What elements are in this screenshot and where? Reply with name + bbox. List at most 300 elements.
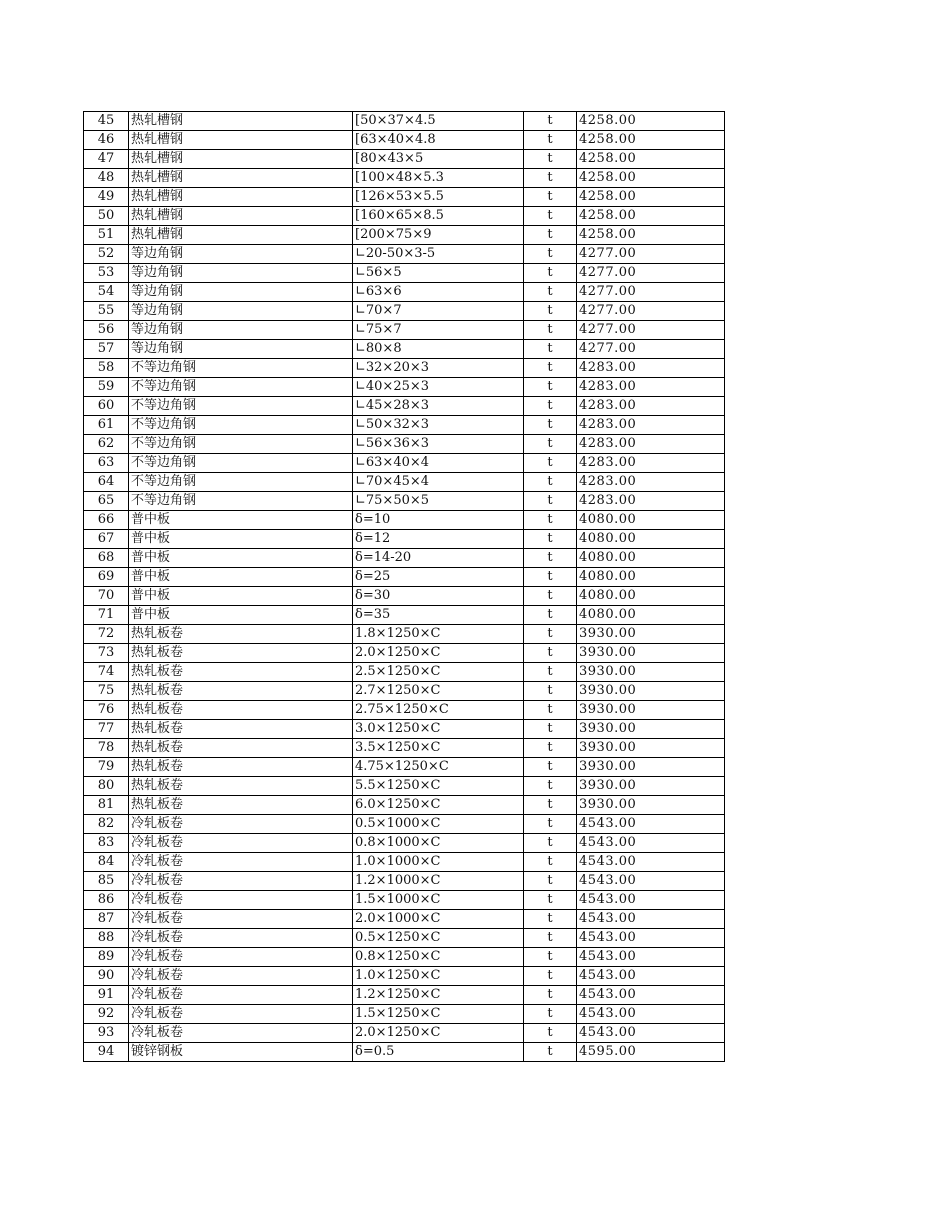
- table-row: [84, 150, 725, 169]
- row-number-cell[interactable]: 73: [84, 644, 129, 663]
- spec-cell[interactable]: 1.5×1250×C: [353, 1005, 524, 1024]
- price-cell[interactable]: 4258.00: [577, 169, 725, 188]
- material-name-cell[interactable]: 不等边角钢: [129, 359, 353, 378]
- material-name-cell[interactable]: 等边角钢: [129, 245, 353, 264]
- spec-cell[interactable]: ∟56×5: [353, 264, 524, 283]
- price-cell[interactable]: 4543.00: [577, 891, 725, 910]
- price-cell[interactable]: 3930.00: [577, 720, 725, 739]
- material-name-cell[interactable]: 冷轧板卷: [129, 1024, 353, 1043]
- material-name-cell[interactable]: 普中板: [129, 606, 353, 625]
- price-cell[interactable]: 4277.00: [577, 302, 725, 321]
- unit-cell[interactable]: t: [524, 872, 577, 891]
- price-cell[interactable]: 3930.00: [577, 758, 725, 777]
- material-name-cell[interactable]: 热轧槽钢: [129, 150, 353, 169]
- row-number-cell[interactable]: 66: [84, 511, 129, 530]
- price-cell[interactable]: 4543.00: [577, 1005, 725, 1024]
- table-row: [84, 682, 725, 701]
- price-cell[interactable]: 4543.00: [577, 872, 725, 891]
- unit-cell[interactable]: t: [524, 568, 577, 587]
- price-cell[interactable]: 4277.00: [577, 264, 725, 283]
- row-number-cell[interactable]: 84: [84, 853, 129, 872]
- table-row: [84, 283, 725, 302]
- price-cell[interactable]: 4258.00: [577, 112, 725, 131]
- material-name-cell[interactable]: 不等边角钢: [129, 397, 353, 416]
- price-cell[interactable]: 4543.00: [577, 910, 725, 929]
- price-cell[interactable]: 4258.00: [577, 188, 725, 207]
- unit-cell[interactable]: t: [524, 283, 577, 302]
- unit-cell[interactable]: t: [524, 454, 577, 473]
- unit-cell[interactable]: t: [524, 663, 577, 682]
- unit-cell[interactable]: t: [524, 929, 577, 948]
- row-number-cell[interactable]: 88: [84, 929, 129, 948]
- unit-cell[interactable]: t: [524, 549, 577, 568]
- price-cell[interactable]: 3930.00: [577, 739, 725, 758]
- material-name-cell[interactable]: 冷轧板卷: [129, 834, 353, 853]
- price-cell[interactable]: 4283.00: [577, 473, 725, 492]
- table-row: [84, 378, 725, 397]
- spec-cell[interactable]: 6.0×1250×C: [353, 796, 524, 815]
- material-name-cell[interactable]: 普中板: [129, 587, 353, 606]
- table-row: [84, 929, 725, 948]
- price-cell[interactable]: 4277.00: [577, 340, 725, 359]
- price-cell[interactable]: 4258.00: [577, 226, 725, 245]
- spec-cell[interactable]: 2.7×1250×C: [353, 682, 524, 701]
- spec-cell[interactable]: ∟56×36×3: [353, 435, 524, 454]
- unit-cell[interactable]: t: [524, 511, 577, 530]
- material-name-cell[interactable]: 热轧板卷: [129, 796, 353, 815]
- spec-cell[interactable]: ∟32×20×3: [353, 359, 524, 378]
- row-number-cell[interactable]: 58: [84, 359, 129, 378]
- material-name-cell[interactable]: 普中板: [129, 530, 353, 549]
- material-name-cell[interactable]: 普中板: [129, 549, 353, 568]
- table-row: [84, 568, 725, 587]
- spec-cell[interactable]: [80×43×5: [353, 150, 524, 169]
- price-cell[interactable]: 4543.00: [577, 1024, 725, 1043]
- price-cell[interactable]: 4543.00: [577, 967, 725, 986]
- row-number-cell[interactable]: 64: [84, 473, 129, 492]
- unit-cell[interactable]: t: [524, 739, 577, 758]
- table-row: [84, 188, 725, 207]
- table-row: [84, 701, 725, 720]
- table-row: [84, 1024, 725, 1043]
- table-row: [84, 359, 725, 378]
- row-number-cell[interactable]: 60: [84, 397, 129, 416]
- unit-cell[interactable]: t: [524, 530, 577, 549]
- price-cell[interactable]: 4543.00: [577, 948, 725, 967]
- table-row: [84, 397, 725, 416]
- unit-cell[interactable]: t: [524, 815, 577, 834]
- spec-cell[interactable]: [126×53×5.5: [353, 188, 524, 207]
- material-name-cell[interactable]: 热轧板卷: [129, 739, 353, 758]
- unit-cell[interactable]: t: [524, 644, 577, 663]
- material-name-cell[interactable]: 热轧板卷: [129, 682, 353, 701]
- material-name-cell[interactable]: 冷轧板卷: [129, 853, 353, 872]
- price-cell[interactable]: 4283.00: [577, 378, 725, 397]
- unit-cell[interactable]: t: [524, 435, 577, 454]
- table-row: [84, 169, 725, 188]
- unit-cell[interactable]: t: [524, 1043, 577, 1062]
- unit-cell[interactable]: t: [524, 131, 577, 150]
- spec-cell[interactable]: 2.75×1250×C: [353, 701, 524, 720]
- row-number-cell[interactable]: 63: [84, 454, 129, 473]
- spec-cell[interactable]: 1.2×1250×C: [353, 986, 524, 1005]
- unit-cell[interactable]: t: [524, 758, 577, 777]
- price-cell[interactable]: 3930.00: [577, 663, 725, 682]
- spec-cell[interactable]: [63×40×4.8: [353, 131, 524, 150]
- price-cell[interactable]: 4283.00: [577, 397, 725, 416]
- row-number-cell[interactable]: 56: [84, 321, 129, 340]
- material-name-cell[interactable]: 冷轧板卷: [129, 910, 353, 929]
- spec-cell[interactable]: [200×75×9: [353, 226, 524, 245]
- material-name-cell[interactable]: 等边角钢: [129, 340, 353, 359]
- table-row: [84, 815, 725, 834]
- row-number-cell[interactable]: 90: [84, 967, 129, 986]
- spec-cell[interactable]: 0.5×1250×C: [353, 929, 524, 948]
- spec-cell[interactable]: 1.8×1250×C: [353, 625, 524, 644]
- price-cell[interactable]: 4277.00: [577, 321, 725, 340]
- price-cell[interactable]: 4080.00: [577, 511, 725, 530]
- row-number-cell[interactable]: 72: [84, 625, 129, 644]
- spec-cell[interactable]: 1.5×1000×C: [353, 891, 524, 910]
- spec-cell[interactable]: ∟75×50×5: [353, 492, 524, 511]
- row-number-cell[interactable]: 59: [84, 378, 129, 397]
- material-name-cell[interactable]: 冷轧板卷: [129, 1005, 353, 1024]
- spec-cell[interactable]: 5.5×1250×C: [353, 777, 524, 796]
- material-name-cell[interactable]: 冷轧板卷: [129, 967, 353, 986]
- spec-cell[interactable]: 4.75×1250×C: [353, 758, 524, 777]
- row-number-cell[interactable]: 68: [84, 549, 129, 568]
- material-name-cell[interactable]: 冷轧板卷: [129, 891, 353, 910]
- row-number-cell[interactable]: 74: [84, 663, 129, 682]
- price-cell[interactable]: 4283.00: [577, 454, 725, 473]
- unit-cell[interactable]: t: [524, 1005, 577, 1024]
- spec-cell[interactable]: 0.8×1000×C: [353, 834, 524, 853]
- unit-cell[interactable]: t: [524, 777, 577, 796]
- price-table-body: [84, 112, 725, 1062]
- row-number-cell[interactable]: 51: [84, 226, 129, 245]
- row-number-cell[interactable]: 94: [84, 1043, 129, 1062]
- unit-cell[interactable]: t: [524, 1024, 577, 1043]
- row-number-cell[interactable]: 48: [84, 169, 129, 188]
- table-row: [84, 606, 725, 625]
- unit-cell[interactable]: t: [524, 321, 577, 340]
- material-name-cell[interactable]: 热轧槽钢: [129, 226, 353, 245]
- unit-cell[interactable]: t: [524, 245, 577, 264]
- row-number-cell[interactable]: 87: [84, 910, 129, 929]
- unit-cell[interactable]: t: [524, 796, 577, 815]
- price-table: [83, 111, 725, 1062]
- material-name-cell[interactable]: 不等边角钢: [129, 416, 353, 435]
- table-row: [84, 511, 725, 530]
- material-name-cell[interactable]: 不等边角钢: [129, 454, 353, 473]
- row-number-cell[interactable]: 79: [84, 758, 129, 777]
- material-name-cell[interactable]: 热轧槽钢: [129, 207, 353, 226]
- price-cell[interactable]: 4258.00: [577, 131, 725, 150]
- table-row: [84, 872, 725, 891]
- price-cell[interactable]: 3930.00: [577, 625, 725, 644]
- spec-cell[interactable]: δ=10: [353, 511, 524, 530]
- row-number-cell[interactable]: 53: [84, 264, 129, 283]
- unit-cell[interactable]: t: [524, 207, 577, 226]
- price-cell[interactable]: 3930.00: [577, 682, 725, 701]
- material-name-cell[interactable]: 普中板: [129, 568, 353, 587]
- material-name-cell[interactable]: 热轧板卷: [129, 663, 353, 682]
- spec-cell[interactable]: 1.0×1250×C: [353, 967, 524, 986]
- material-name-cell[interactable]: 镀锌钢板: [129, 1043, 353, 1062]
- price-cell[interactable]: 4283.00: [577, 492, 725, 511]
- material-name-cell[interactable]: 等边角钢: [129, 302, 353, 321]
- row-number-cell[interactable]: 67: [84, 530, 129, 549]
- table-row: [84, 986, 725, 1005]
- price-cell[interactable]: 4258.00: [577, 207, 725, 226]
- table-row: [84, 891, 725, 910]
- table-row: [84, 834, 725, 853]
- row-number-cell[interactable]: 62: [84, 435, 129, 454]
- material-name-cell[interactable]: 热轧板卷: [129, 777, 353, 796]
- price-cell[interactable]: 4543.00: [577, 834, 725, 853]
- material-name-cell[interactable]: 冷轧板卷: [129, 929, 353, 948]
- table-row: [84, 739, 725, 758]
- price-cell[interactable]: 4283.00: [577, 416, 725, 435]
- row-number-cell[interactable]: 45: [84, 112, 129, 131]
- unit-cell[interactable]: t: [524, 473, 577, 492]
- material-name-cell[interactable]: 冷轧板卷: [129, 948, 353, 967]
- material-name-cell[interactable]: 不等边角钢: [129, 435, 353, 454]
- row-number-cell[interactable]: 71: [84, 606, 129, 625]
- unit-cell[interactable]: t: [524, 682, 577, 701]
- spec-cell[interactable]: 1.0×1000×C: [353, 853, 524, 872]
- row-number-cell[interactable]: 81: [84, 796, 129, 815]
- row-number-cell[interactable]: 46: [84, 131, 129, 150]
- price-cell[interactable]: 4543.00: [577, 929, 725, 948]
- table-row: [84, 302, 725, 321]
- spec-cell[interactable]: 1.2×1000×C: [353, 872, 524, 891]
- spec-cell[interactable]: ∟63×40×4: [353, 454, 524, 473]
- spec-cell[interactable]: 0.8×1250×C: [353, 948, 524, 967]
- unit-cell[interactable]: t: [524, 150, 577, 169]
- table-row: [84, 644, 725, 663]
- spec-cell[interactable]: δ=30: [353, 587, 524, 606]
- price-cell[interactable]: 4080.00: [577, 530, 725, 549]
- table-row: [84, 1043, 725, 1062]
- table-row: [84, 226, 725, 245]
- table-row: [84, 663, 725, 682]
- unit-cell[interactable]: t: [524, 188, 577, 207]
- spec-cell[interactable]: δ=0.5: [353, 1043, 524, 1062]
- row-number-cell[interactable]: 55: [84, 302, 129, 321]
- row-number-cell[interactable]: 61: [84, 416, 129, 435]
- price-cell[interactable]: 4543.00: [577, 986, 725, 1005]
- unit-cell[interactable]: t: [524, 359, 577, 378]
- unit-cell[interactable]: t: [524, 701, 577, 720]
- spec-cell[interactable]: ∟70×45×4: [353, 473, 524, 492]
- unit-cell[interactable]: t: [524, 834, 577, 853]
- unit-cell[interactable]: t: [524, 967, 577, 986]
- price-cell[interactable]: 4283.00: [577, 359, 725, 378]
- unit-cell[interactable]: t: [524, 492, 577, 511]
- spec-cell[interactable]: 3.0×1250×C: [353, 720, 524, 739]
- row-number-cell[interactable]: 86: [84, 891, 129, 910]
- spec-cell[interactable]: ∟50×32×3: [353, 416, 524, 435]
- unit-cell[interactable]: t: [524, 625, 577, 644]
- row-number-cell[interactable]: 52: [84, 245, 129, 264]
- table-row: [84, 796, 725, 815]
- price-cell[interactable]: 4080.00: [577, 549, 725, 568]
- table-row: [84, 207, 725, 226]
- spec-cell[interactable]: [50×37×4.5: [353, 112, 524, 131]
- spec-cell[interactable]: 2.5×1250×C: [353, 663, 524, 682]
- unit-cell[interactable]: t: [524, 340, 577, 359]
- spec-cell[interactable]: 2.0×1000×C: [353, 910, 524, 929]
- material-name-cell[interactable]: 冷轧板卷: [129, 986, 353, 1005]
- table-row: [84, 758, 725, 777]
- price-cell[interactable]: 3930.00: [577, 777, 725, 796]
- row-number-cell[interactable]: 75: [84, 682, 129, 701]
- spec-cell[interactable]: 2.0×1250×C: [353, 644, 524, 663]
- unit-cell[interactable]: t: [524, 720, 577, 739]
- row-number-cell[interactable]: 78: [84, 739, 129, 758]
- material-name-cell[interactable]: 等边角钢: [129, 321, 353, 340]
- material-name-cell[interactable]: 热轧槽钢: [129, 131, 353, 150]
- table-row: [84, 948, 725, 967]
- price-cell[interactable]: 4543.00: [577, 815, 725, 834]
- price-cell[interactable]: 4080.00: [577, 568, 725, 587]
- row-number-cell[interactable]: 76: [84, 701, 129, 720]
- table-row: [84, 321, 725, 340]
- spec-cell[interactable]: ∟80×8: [353, 340, 524, 359]
- material-name-cell[interactable]: 不等边角钢: [129, 492, 353, 511]
- spec-cell[interactable]: ∟75×7: [353, 321, 524, 340]
- unit-cell[interactable]: t: [524, 587, 577, 606]
- unit-cell[interactable]: t: [524, 378, 577, 397]
- material-name-cell[interactable]: 热轧槽钢: [129, 188, 353, 207]
- unit-cell[interactable]: t: [524, 302, 577, 321]
- table-row: [84, 720, 725, 739]
- table-row: [84, 1005, 725, 1024]
- unit-cell[interactable]: t: [524, 226, 577, 245]
- price-cell[interactable]: 4595.00: [577, 1043, 725, 1062]
- spec-cell[interactable]: δ=12: [353, 530, 524, 549]
- table-row: [84, 853, 725, 872]
- price-cell[interactable]: 3930.00: [577, 644, 725, 663]
- spec-cell[interactable]: δ=25: [353, 568, 524, 587]
- row-number-cell[interactable]: 93: [84, 1024, 129, 1043]
- price-cell[interactable]: 3930.00: [577, 701, 725, 720]
- price-cell[interactable]: 4543.00: [577, 853, 725, 872]
- price-cell[interactable]: 4283.00: [577, 435, 725, 454]
- spec-cell[interactable]: ∟63×6: [353, 283, 524, 302]
- material-name-cell[interactable]: 普中板: [129, 511, 353, 530]
- unit-cell[interactable]: t: [524, 264, 577, 283]
- price-cell[interactable]: 4258.00: [577, 150, 725, 169]
- material-name-cell[interactable]: 热轧板卷: [129, 720, 353, 739]
- spec-cell[interactable]: ∟45×28×3: [353, 397, 524, 416]
- price-cell[interactable]: 4277.00: [577, 283, 725, 302]
- row-number-cell[interactable]: 82: [84, 815, 129, 834]
- row-number-cell[interactable]: 85: [84, 872, 129, 891]
- material-name-cell[interactable]: 不等边角钢: [129, 473, 353, 492]
- material-name-cell[interactable]: 热轧板卷: [129, 625, 353, 644]
- unit-cell[interactable]: t: [524, 948, 577, 967]
- material-name-cell[interactable]: 冷轧板卷: [129, 815, 353, 834]
- material-name-cell[interactable]: 热轧板卷: [129, 758, 353, 777]
- row-number-cell[interactable]: 80: [84, 777, 129, 796]
- row-number-cell[interactable]: 54: [84, 283, 129, 302]
- price-cell[interactable]: 3930.00: [577, 796, 725, 815]
- material-name-cell[interactable]: 冷轧板卷: [129, 872, 353, 891]
- table-row: [84, 625, 725, 644]
- spec-cell[interactable]: 3.5×1250×C: [353, 739, 524, 758]
- price-cell[interactable]: 4080.00: [577, 606, 725, 625]
- spec-cell[interactable]: δ=35: [353, 606, 524, 625]
- unit-cell[interactable]: t: [524, 986, 577, 1005]
- spec-cell[interactable]: 0.5×1000×C: [353, 815, 524, 834]
- spec-cell[interactable]: 2.0×1250×C: [353, 1024, 524, 1043]
- material-name-cell[interactable]: 等边角钢: [129, 283, 353, 302]
- table-row: [84, 435, 725, 454]
- unit-cell[interactable]: t: [524, 891, 577, 910]
- material-name-cell[interactable]: 热轧槽钢: [129, 112, 353, 131]
- table-row: [84, 967, 725, 986]
- unit-cell[interactable]: t: [524, 416, 577, 435]
- row-number-cell[interactable]: 50: [84, 207, 129, 226]
- spec-cell[interactable]: ∟40×25×3: [353, 378, 524, 397]
- table-row: [84, 245, 725, 264]
- unit-cell[interactable]: t: [524, 112, 577, 131]
- price-cell[interactable]: 4277.00: [577, 245, 725, 264]
- spec-cell[interactable]: ∟70×7: [353, 302, 524, 321]
- row-number-cell[interactable]: 70: [84, 587, 129, 606]
- row-number-cell[interactable]: 91: [84, 986, 129, 1005]
- table-row: [84, 910, 725, 929]
- spec-cell[interactable]: [100×48×5.3: [353, 169, 524, 188]
- spec-cell[interactable]: δ=14-20: [353, 549, 524, 568]
- material-name-cell[interactable]: 热轧槽钢: [129, 169, 353, 188]
- unit-cell[interactable]: t: [524, 910, 577, 929]
- table-row: [84, 416, 725, 435]
- table-row: [84, 131, 725, 150]
- material-name-cell[interactable]: 热轧板卷: [129, 701, 353, 720]
- material-name-cell[interactable]: 不等边角钢: [129, 378, 353, 397]
- table-row: [84, 777, 725, 796]
- table-row: [84, 112, 725, 131]
- row-number-cell[interactable]: 89: [84, 948, 129, 967]
- unit-cell[interactable]: t: [524, 606, 577, 625]
- table-row: [84, 549, 725, 568]
- row-number-cell[interactable]: 69: [84, 568, 129, 587]
- unit-cell[interactable]: t: [524, 397, 577, 416]
- unit-cell[interactable]: t: [524, 169, 577, 188]
- row-number-cell[interactable]: 49: [84, 188, 129, 207]
- price-cell[interactable]: 4080.00: [577, 587, 725, 606]
- row-number-cell[interactable]: 77: [84, 720, 129, 739]
- row-number-cell[interactable]: 92: [84, 1005, 129, 1024]
- table-row: [84, 530, 725, 549]
- table-row: [84, 492, 725, 511]
- unit-cell[interactable]: t: [524, 853, 577, 872]
- spec-cell[interactable]: ∟20-50×3-5: [353, 245, 524, 264]
- row-number-cell[interactable]: 57: [84, 340, 129, 359]
- table-row: [84, 340, 725, 359]
- table-row: [84, 264, 725, 283]
- row-number-cell[interactable]: 47: [84, 150, 129, 169]
- table-row: [84, 587, 725, 606]
- material-name-cell[interactable]: 等边角钢: [129, 264, 353, 283]
- material-name-cell[interactable]: 热轧板卷: [129, 644, 353, 663]
- row-number-cell[interactable]: 83: [84, 834, 129, 853]
- row-number-cell[interactable]: 65: [84, 492, 129, 511]
- spec-cell[interactable]: [160×65×8.5: [353, 207, 524, 226]
